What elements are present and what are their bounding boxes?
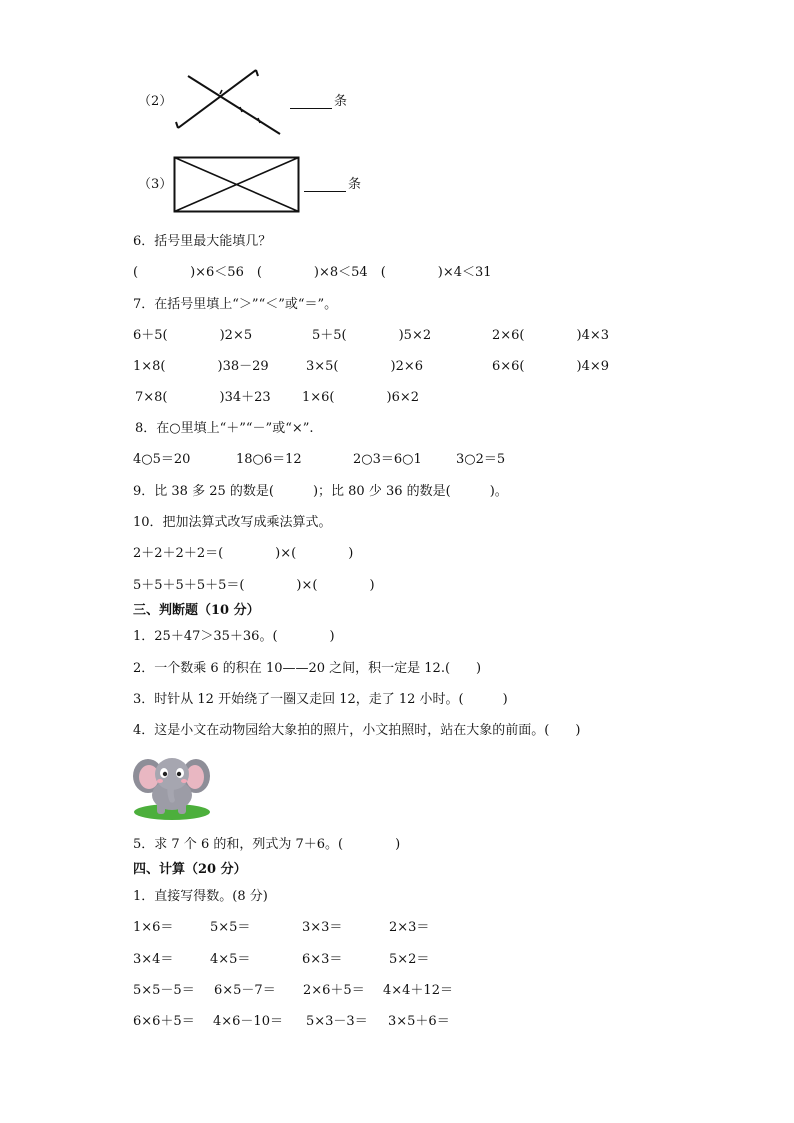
section3-heading: 三、判断题（10 分） <box>133 603 260 618</box>
q7-r2-c1: 1×8( )38－29 <box>133 359 269 374</box>
calc-r3-c2: 6×5－7＝ <box>214 983 276 998</box>
q7-r1-c3: 2×6( )4×3 <box>492 328 610 343</box>
q10-title: 10．把加法算式改写成乘法算式。 <box>133 515 332 530</box>
q7-r3-c2: 1×6( )6×2 <box>302 390 420 405</box>
q5-item3-blank[interactable] <box>304 178 346 192</box>
rectangle-with-diagonals-figure <box>173 156 301 214</box>
q8-item1: 4○5＝20 <box>133 452 191 467</box>
calc-r4-c1: 6×6＋5＝ <box>133 1014 195 1029</box>
section3-item3: 3．时针从 12 开始绕了一圈又走回 12，走了 12 小时。( ) <box>133 692 508 707</box>
calc-r1-c3: 3×3＝ <box>302 920 343 935</box>
q5-item2-blank[interactable] <box>290 95 332 109</box>
section3-item4: 4．这是小文在动物园给大象拍的照片，小文拍照时，站在大象的前面。( ) <box>133 723 581 738</box>
q7-r2-c2: 3×5( )2×6 <box>306 359 424 374</box>
q8-title: 8．在○里填上“＋”“－”或“×”. <box>135 421 314 436</box>
q7-r1-c2: 5＋5( )5×2 <box>312 328 432 343</box>
q6-line: ( )×6＜56 ( )×8＜54 ( )×4＜31 <box>133 265 492 280</box>
q6-title: 6．括号里最大能填几？ <box>133 234 272 249</box>
section4-sub1: 1．直接写得数。(8 分) <box>133 889 268 904</box>
calc-r4-c4: 3×5＋6＝ <box>388 1014 450 1029</box>
calc-r1-c2: 5×5＝ <box>210 920 251 935</box>
q5-item3-label: （3） <box>138 177 173 192</box>
q8-item3: 2○3＝6○1 <box>353 452 422 467</box>
q9-text: 9．比 38 多 25 的数是( )；比 80 少 36 的数是( )。 <box>133 484 508 499</box>
q8-item4: 3○2＝5 <box>456 452 506 467</box>
q7-r1-c1: 6＋5( )2×5 <box>133 328 253 343</box>
section3-item5: 5．求 7 个 6 的和，列式为 7＋6。( ) <box>133 837 401 852</box>
q7-title: 7．在括号里填上“＞”“＜”或“＝”。 <box>133 297 338 312</box>
calc-r1-c4: 2×3＝ <box>389 920 430 935</box>
q8-item2: 18○6＝12 <box>236 452 302 467</box>
q5-item3-suffix: 条 <box>348 177 362 192</box>
calc-r2-c2: 4×5＝ <box>210 952 251 967</box>
calc-r3-c4: 4×4＋12＝ <box>383 983 453 998</box>
q7-r3-c1: 7×8( )34＋23 <box>135 390 271 405</box>
q10-line1: 2＋2＋2＋2＝( )×( ) <box>133 546 354 561</box>
calc-r4-c2: 4×6－10＝ <box>213 1014 283 1029</box>
q7-r2-c3: 6×6( )4×9 <box>492 359 610 374</box>
section3-item1: 1．25＋47＞35＋36。( ) <box>133 629 335 644</box>
calc-r1-c1: 1×6＝ <box>133 920 174 935</box>
q5-item2-suffix: 条 <box>334 94 348 109</box>
section3-item2: 2．一个数乘 6 的积在 10——20 之间，积一定是 12.( ) <box>133 661 482 676</box>
section4-heading: 四、计算（20 分） <box>133 862 247 877</box>
calc-r3-c3: 2×6＋5＝ <box>303 983 365 998</box>
elephant-image <box>130 752 212 822</box>
calc-r4-c3: 5×3－3＝ <box>306 1014 368 1029</box>
q5-item2-label: （2） <box>138 94 173 109</box>
calc-r3-c1: 5×5－5＝ <box>133 983 195 998</box>
calc-r2-c4: 5×2＝ <box>389 952 430 967</box>
calc-r2-c3: 6×3＝ <box>302 952 343 967</box>
q10-line2: 5＋5＋5＋5＋5＝( )×( ) <box>133 578 375 593</box>
crossing-lines-figure <box>170 64 290 134</box>
calc-r2-c1: 3×4＝ <box>133 952 174 967</box>
